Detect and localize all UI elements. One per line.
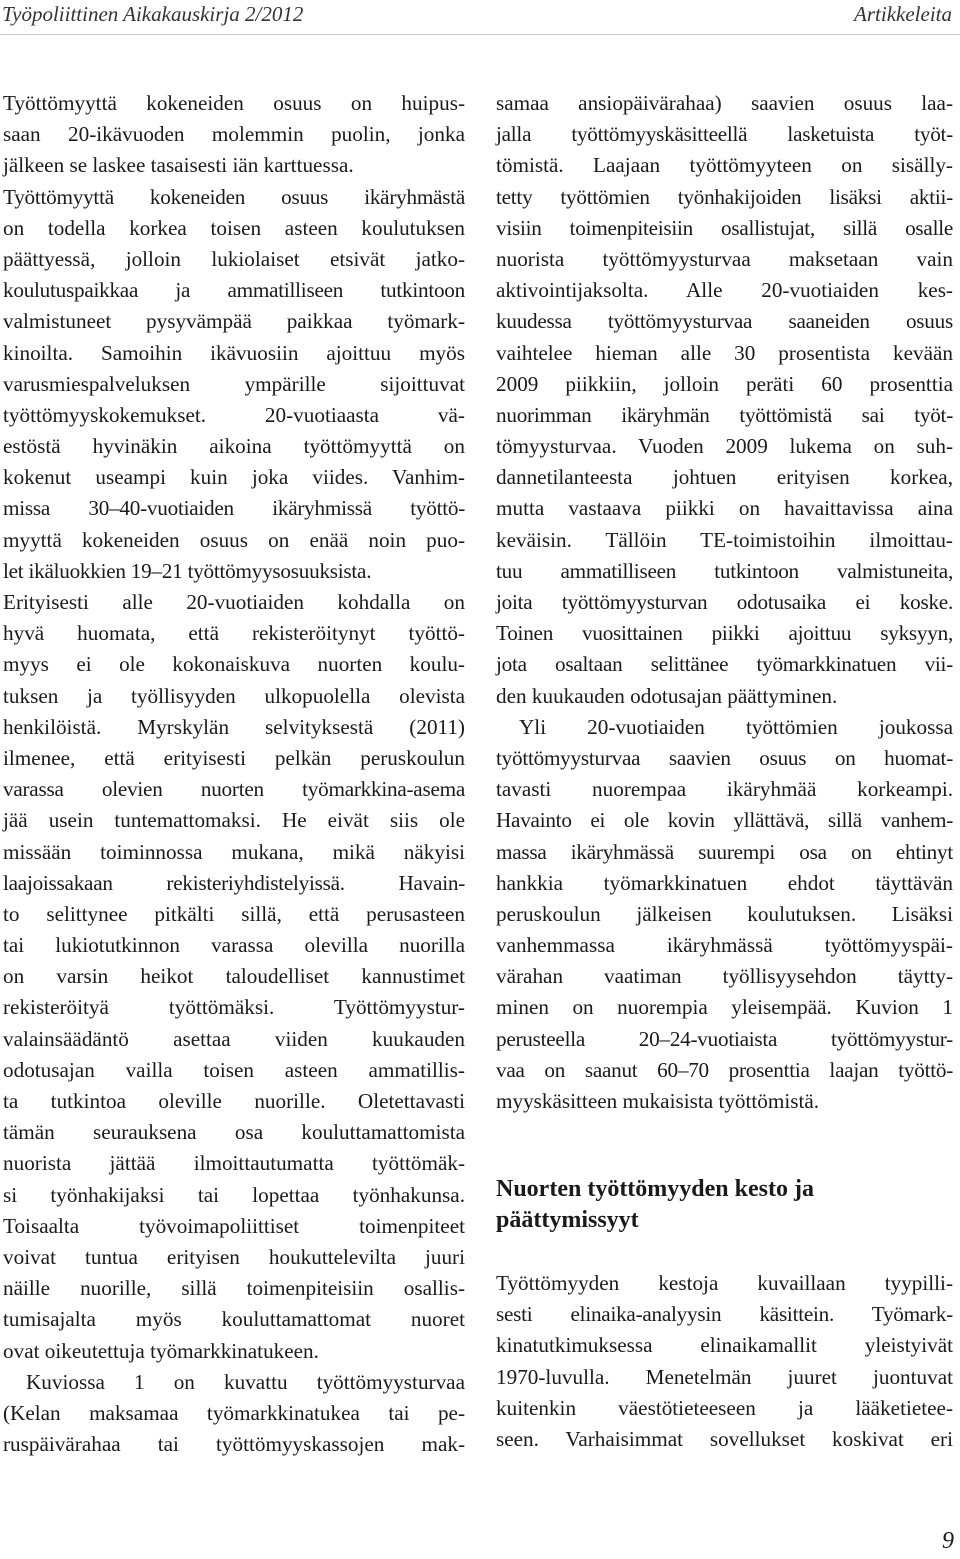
- text-line: on varsin heikot taloudelliset kannustimet: [3, 964, 465, 989]
- text-line: kuudessa työttömyysturvaa saaneiden osuus: [496, 309, 953, 334]
- text-line: valainsäädäntö asettaa viiden kuukauden: [3, 1026, 465, 1051]
- text-line: koulutuspaikkaa ja ammatilliseen tutkintoon: [3, 278, 465, 303]
- section-heading: [496, 1174, 953, 1236]
- text-line: den kuukauden odotusajan päättyminen.: [496, 683, 838, 708]
- text-line: aktivointijaksolta. Alle 20-vuotiaiden kes-: [496, 278, 953, 303]
- text-line: laajoissakaan rekisteriyhdistelyissä. Havain-: [3, 870, 465, 895]
- text-line: keväisin. Tällöin TE-toimistoihin ilmoittau-: [496, 527, 953, 552]
- text-line: varusmiespalveluksen ympärille sijoittuvat: [3, 371, 465, 396]
- text-line: Havainto ei ole kovin yllättävä, sillä vanhem-: [496, 808, 953, 833]
- text-line: saan 20-ikävuoden molemmin puolin, jonka: [3, 122, 465, 147]
- text-line: valmistuneet pysyvämpää paikkaa työmark-: [3, 309, 465, 334]
- text-line: seen. Varhaisimmat sovellukset koskivat eri: [496, 1426, 953, 1451]
- text-line: ovat oikeutettuja työmarkkinatukeen.: [3, 1338, 319, 1363]
- section-label: Artikkeleita: [854, 2, 952, 26]
- left-text-column: [3, 88, 465, 1460]
- text-line: rekisteröityä työttömäksi. Työttömyystur-: [3, 995, 465, 1020]
- text-line: jota osaltaan selittänee työmarkkinatuen vii-: [496, 652, 953, 677]
- text-line: sesti elinaika-analyysin käsittein. Työmark-: [496, 1302, 953, 1327]
- text-line: kuitenkin väestötieteeseen ja lääketietee-: [496, 1395, 953, 1420]
- text-line: kinatutkimuksessa elinaikamallit yleistyivät: [496, 1333, 953, 1358]
- journal-title: Työpoliittinen Aikakauskirja 2/2012: [2, 2, 304, 26]
- text-line: nuorimman ikäryhmän työttömistä sai työt-: [496, 402, 953, 427]
- text-line: jää usein tuntemattomaksi. He eivät siis ole: [3, 808, 465, 833]
- text-line: Yli 20-vuotiaiden työttömien joukossa: [519, 714, 953, 739]
- text-line: myys ei ole kokonaiskuva nuorten koulu-: [3, 652, 465, 677]
- text-line: Erityisesti alle 20-vuotiaiden kohdalla on: [3, 590, 465, 614]
- page-number: 9: [942, 1528, 954, 1554]
- text-line: ruspäivärahaa tai työttömyyskassojen mak-: [3, 1432, 465, 1457]
- text-line: peruskoulun jälkeisen koulutuksen. Lisäksi: [496, 901, 953, 926]
- text-line: työttömyysturvaa saavien osuus on huomat-: [496, 745, 953, 770]
- text-line: työttömyyskokemukset. 20-vuotiaasta vä-: [3, 402, 465, 427]
- text-line: myyskäsitteen mukaisista työttömistä.: [496, 1089, 820, 1113]
- text-line: Työttömyyttä kokeneiden osuus on huipus-: [3, 91, 465, 115]
- text-line: mutta vastaava piikki on havaittavissa aina: [496, 496, 953, 521]
- text-line: samaa ansiopäivärahaa) saavien osuus laa-: [496, 91, 953, 115]
- text-line: missään toiminnossa mukana, mikä näkyisi: [3, 839, 465, 864]
- text-line: kokenut useampi kuin joka viides. Vanhim-: [3, 465, 465, 490]
- text-line: nuorista jättää ilmoittautumatta työttömäk-: [3, 1151, 465, 1176]
- text-line: tuksen ja työllisyyden ulkopuolella olevista: [3, 683, 465, 708]
- text-line: kinoilta. Samoihin ikävuosiin ajoittuu myös: [3, 340, 465, 365]
- text-line: vaa on saanut 60–70 prosenttia laajan työttö-: [496, 1057, 953, 1082]
- text-line: minen on nuorempia yleisempää. Kuvion 1: [496, 995, 953, 1020]
- text-line: to selittynee pitkälti sillä, että perusasteen: [3, 901, 465, 926]
- text-line: hankkia työmarkkinatuen ehdot täyttävän: [496, 870, 953, 895]
- text-line: visiin toimenpiteisiin osallistujat, sillä osalle: [496, 215, 953, 240]
- text-line: Työttömyyttä kokeneiden osuus ikäryhmästä: [3, 184, 465, 209]
- text-line: massa ikäryhmässä suurempi osa on ehtinyt: [496, 839, 953, 864]
- text-line: tavasti nuorempaa ikäryhmää korkeampi.: [496, 777, 953, 802]
- text-line: ilmenee, että erityisesti pelkän peruskoulun: [3, 745, 465, 770]
- text-line: Työttömyyden kestoja kuvaillaan tyypilli-: [496, 1271, 953, 1295]
- text-line: vanhemmassa ikäryhmässä työttömyyspäi-: [496, 933, 953, 958]
- text-line: odotusajan vailla toisen asteen ammatillis-: [3, 1057, 465, 1082]
- heading-line: Nuorten työttömyyden kesto ja: [496, 1176, 814, 1202]
- text-line: 2009 piikkiin, jolloin peräti 60 prosenttia: [496, 371, 953, 396]
- text-line: Kuviossa 1 on kuvattu työttömyysturvaa: [26, 1369, 465, 1394]
- right-text-column: [496, 88, 953, 1117]
- text-line: nuorista työttömyysturvaa maksetaan vain: [496, 246, 953, 271]
- text-line: missa 30–40-vuotiaiden ikäryhmissä työttö-: [3, 496, 465, 521]
- text-line: 1970-luvulla. Menetelmän juuret juontuvat: [496, 1364, 953, 1389]
- text-line: Toisaalta työvoimapoliittiset toimenpiteet: [3, 1213, 465, 1238]
- text-line: perusteella 20–24-vuotiaista työttömyystur-: [496, 1026, 953, 1051]
- text-line: vaihtelee hieman alle 30 prosentista kevään: [496, 340, 953, 365]
- text-line: henkilöistä. Myrskylän selvityksestä (2011): [3, 714, 465, 739]
- text-line: päättyessä, jolloin lukiolaiset etsivät jatko-: [3, 246, 465, 271]
- text-line: tetty työttömien työnhakijoiden lisäksi aktii-: [496, 184, 953, 209]
- text-line: tömistä. Laajaan työttömyyteen on sisälly-: [496, 153, 953, 178]
- text-line: jälkeen se laskee tasaisesti iän karttuessa.: [3, 153, 354, 178]
- text-line: tämän seurauksena osa kouluttamattomista: [3, 1120, 465, 1145]
- text-line: ta tutkintoa oleville nuorille. Oletettavasti: [3, 1089, 465, 1113]
- text-line: tuu ammatilliseen tutkintoon valmistuneita,: [496, 558, 953, 583]
- text-line: let ikäluokkien 19–21 työttömyysosuuksista.: [3, 558, 372, 583]
- text-line: (Kelan maksamaa työmarkkinatukea tai pe-: [3, 1400, 465, 1425]
- text-line: Toinen vuosittainen piikki ajoittuu syksyyn,: [496, 621, 953, 646]
- text-line: näille nuorille, sillä toimenpiteisiin osallis-: [3, 1276, 465, 1301]
- text-line: dannetilanteesta johtuen erityisen korkea,: [496, 465, 953, 490]
- text-line: värahan vaatiman työllisyysehdon täytty-: [496, 964, 953, 989]
- text-line: tai lukiotutkinnon varassa olevilla nuorilla: [3, 933, 465, 958]
- text-line: joita työttömyysturvan odotusaika ei koske.: [496, 590, 953, 614]
- text-line: voivat tuntua erityisen houkuttelevilta juuri: [3, 1244, 465, 1269]
- right-text-column-continued: [496, 1268, 953, 1455]
- text-line: tömyysturvaa. Vuoden 2009 lukema on suh-: [496, 434, 953, 459]
- text-line: estöstä hyvinäkin aikoina työttömyyttä on: [3, 434, 465, 459]
- text-line: myyttä kokeneiden osuus on enää noin puo-: [3, 527, 465, 552]
- heading-line: päättymissyyt: [496, 1207, 639, 1233]
- text-line: hyvä huomata, että rekisteröitynyt työttö-: [3, 621, 465, 646]
- text-line: varassa olevien nuorten työmarkkina-asema: [3, 777, 465, 802]
- text-line: jalla työttömyyskäsitteellä lasketuista työt-: [496, 122, 953, 147]
- text-line: tumisajalta myös kouluttamattomat nuoret: [3, 1307, 465, 1332]
- running-header: [0, 2, 960, 28]
- header-rule: [0, 34, 960, 35]
- text-line: on todella korkea toisen asteen koulutuksen: [3, 215, 465, 240]
- text-line: si työnhakijaksi tai lopettaa työnhakunsa.: [3, 1182, 465, 1207]
